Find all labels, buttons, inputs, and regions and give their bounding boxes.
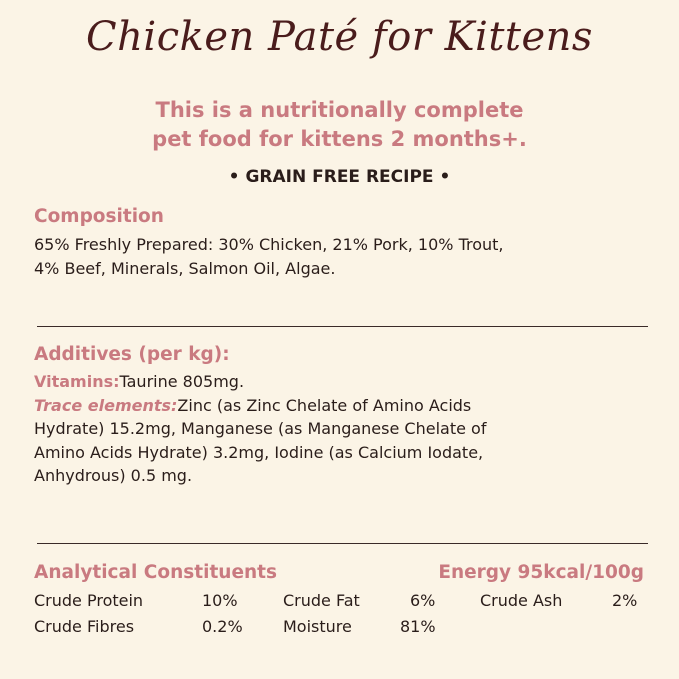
product-title: Chicken Paté for Kittens — [86, 14, 593, 60]
trace-value-1: Zinc (as Zinc Chelate of Amino Acids — [177, 395, 472, 415]
constituents-row — [34, 615, 646, 639]
section-divider — [37, 543, 648, 544]
constituent-label: Crude Ash — [480, 591, 563, 610]
constituent-label: Crude Fat — [283, 591, 360, 610]
composition-line-2: 4% Beef, Minerals, Salmon Oil, Algae. — [34, 258, 336, 278]
energy-value: Energy 95kcal/100g — [438, 562, 644, 583]
constituents-row — [34, 589, 646, 613]
vitamins-value: Taurine 805mg. — [119, 372, 245, 391]
vitamins-line — [34, 370, 644, 394]
composition-heading: Composition — [34, 206, 164, 227]
subtitle-line-1: This is a nutritionally complete — [155, 98, 524, 122]
constituent-label: Crude Fibres — [34, 617, 135, 636]
constituent-value: 10% — [202, 591, 238, 610]
constituent-value: 0.2% — [202, 617, 243, 636]
analytical-heading: Analytical Constituents — [34, 562, 278, 583]
trace-line-3: Amino Acids Hydrate) 3.2mg, Iodine (as Calcium Iodate, — [34, 442, 484, 462]
constituent-value: 81% — [400, 617, 436, 636]
vitamins-label: Vitamins: — [34, 372, 120, 391]
composition-text — [34, 233, 644, 280]
composition-line-1: 65% Freshly Prepared: 30% Chicken, 21% Pork, 10% Trout, — [34, 235, 504, 254]
additives-heading: Additives (per kg): — [34, 344, 230, 365]
trace-elements-label: Trace elements: — [34, 395, 178, 415]
section-divider — [37, 326, 648, 327]
constituent-label: Crude Protein — [34, 591, 144, 610]
constituent-value: 6% — [410, 591, 436, 610]
trace-line-4: Anhydrous) 0.5 mg. — [34, 466, 193, 485]
subtitle-line-2: pet food for kittens 2 months+. — [152, 127, 527, 151]
constituent-label: Moisture — [283, 617, 352, 636]
trace-line-2: Hydrate) 15.2mg, Manganese (as Manganese Chelate of — [34, 419, 487, 438]
constituent-value: 2% — [612, 591, 638, 610]
grain-free-badge: • GRAIN FREE RECIPE • — [228, 167, 451, 187]
trace-line-1 — [34, 394, 644, 418]
additives-text — [34, 370, 644, 488]
product-subtitle — [60, 96, 619, 154]
